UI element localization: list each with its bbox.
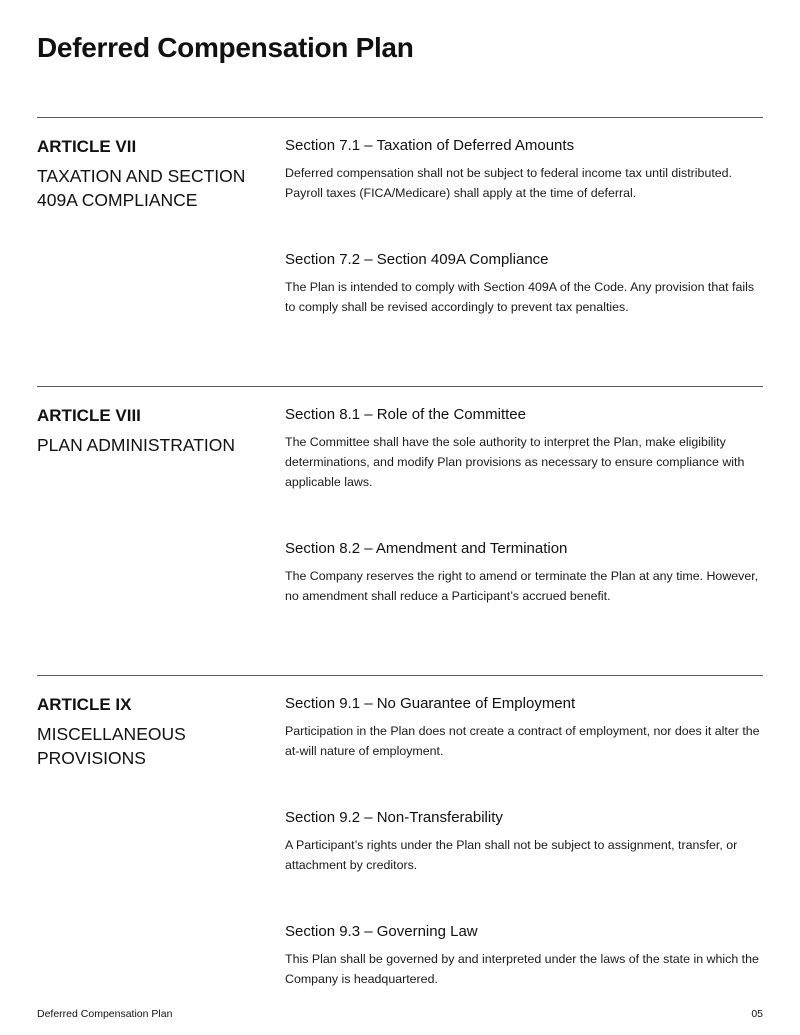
article-title-line: TAXATION AND SECTION [37, 166, 246, 186]
section-heading: Section 7.2 – Section 409A Compliance [285, 251, 549, 268]
article-number: ARTICLE VIII [37, 406, 141, 425]
section-heading: Section 8.2 – Amendment and Termination [285, 540, 568, 557]
article-title [37, 723, 186, 770]
section-heading: Section 8.1 – Role of the Committee [285, 406, 526, 423]
section-9-1 [285, 694, 763, 761]
article-title [37, 165, 245, 212]
article-title-line: PROVISIONS [37, 747, 146, 768]
section-9-2 [285, 808, 763, 875]
article-title-line: MISCELLANEOUS [37, 724, 186, 744]
article-title [37, 434, 235, 458]
section-body: The Committee shall have the sole authority to interpret the Plan, make eligibility determinations, and modify Plan provisions as necessary to ensure compliance with applicable laws. [285, 435, 745, 489]
section-heading: Section 7.1 – Taxation of Deferred Amounts [285, 137, 575, 154]
article-number: ARTICLE VII [37, 137, 137, 156]
footer-document-title: Deferred Compensation Plan [37, 1008, 173, 1020]
article-ix [37, 675, 763, 986]
section-7-1 [285, 136, 763, 203]
article-viii [37, 386, 763, 603]
article-title-line: 409A COMPLIANCE [37, 189, 198, 210]
section-body: The Company reserves the right to amend or terminate the Plan at any time. However, no amendment shall reduce a Participant’s accrued benefit. [285, 569, 759, 603]
section-body: Participation in the Plan does not create a contract of employment, nor does it alter the at-will nature of employment. [285, 724, 760, 758]
section-heading: Section 9.3 – Governing Law [285, 923, 478, 940]
article-title-line: PLAN ADMINISTRATION [37, 435, 236, 455]
section-7-2 [285, 250, 763, 317]
article-number: ARTICLE IX [37, 695, 132, 714]
page-title: Deferred Compensation Plan [37, 32, 414, 63]
section-body: The Plan is intended to comply with Section 409A of the Code. Any provision that fails to comply shall be revised accordingly to prevent tax penalties. [285, 280, 755, 314]
section-body: A Participant’s rights under the Plan shall not be subject to assignment, transfer, or attachment by creditors. [285, 838, 738, 872]
section-body: Deferred compensation shall not be subject to federal income tax until distributed. Payroll taxes (FICA/Medicare) shall apply at the time of deferral. [285, 166, 733, 200]
section-9-3 [285, 922, 763, 989]
section-body: This Plan shall be governed by and interpreted under the laws of the state in which the Company is headquartered. [285, 952, 759, 986]
section-heading: Section 9.1 – No Guarantee of Employment [285, 695, 576, 712]
section-8-2 [285, 539, 763, 606]
section-8-1 [285, 405, 763, 492]
footer-page-number: 05 [751, 1008, 763, 1020]
section-heading: Section 9.2 – Non-Transferability [285, 809, 503, 826]
article-vii [37, 117, 763, 314]
